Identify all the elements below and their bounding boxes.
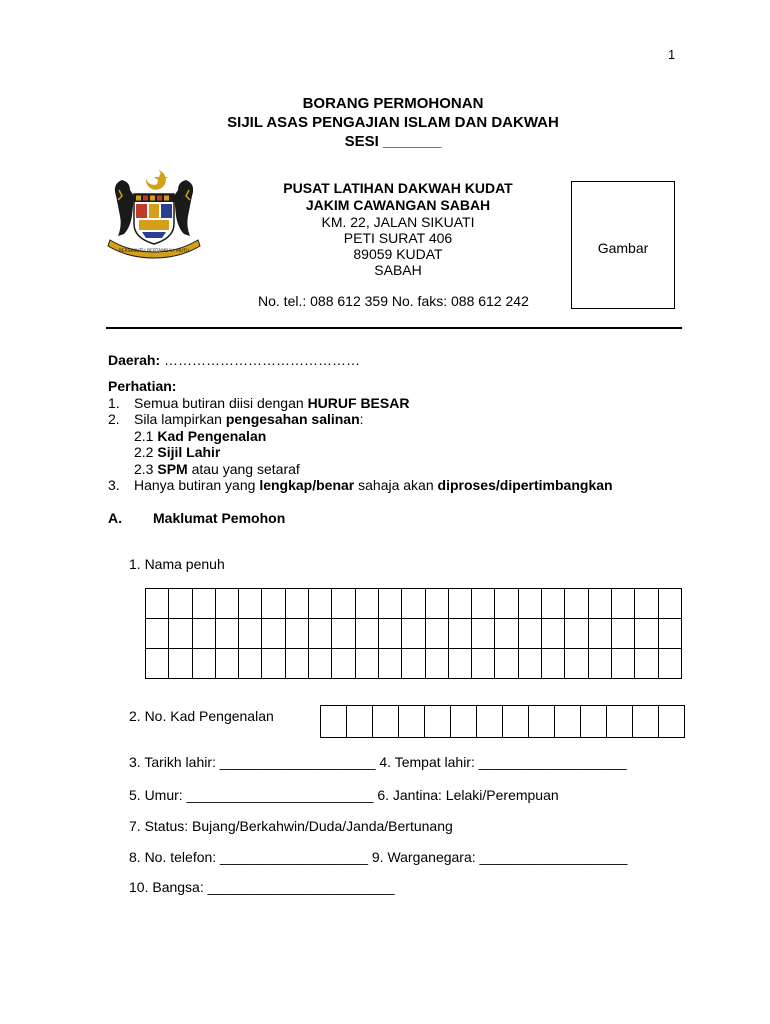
- daerah-field[interactable]: [108, 352, 360, 369]
- daerah-label: Daerah:: [108, 352, 161, 368]
- nama-char-cell[interactable]: [565, 649, 588, 679]
- nama-char-cell[interactable]: [495, 589, 518, 619]
- nama-char-cell[interactable]: [611, 589, 634, 619]
- nama-char-cell[interactable]: [332, 589, 355, 619]
- contact-info: No. tel.: 088 612 359 No. faks: 088 612 242: [258, 293, 529, 309]
- svg-text:BERSEKUTU BERTAMBAH MUTU: BERSEKUTU BERTAMBAH MUTU: [118, 249, 190, 254]
- ic-char-cell[interactable]: [607, 706, 633, 738]
- nama-char-cell[interactable]: [239, 619, 262, 649]
- instruction-item: Hanya butiran yang lengkap/benar sahaja akan diproses/dipertimbangkan: [134, 477, 613, 493]
- nama-char-cell[interactable]: [635, 589, 658, 619]
- address-line: KM. 22, JALAN SIKUATI: [321, 214, 475, 230]
- instruction-subitem: 2.1 Kad Pengenalan: [134, 428, 267, 444]
- ic-char-cell[interactable]: [529, 706, 555, 738]
- tarikh-tempat-lahir-line[interactable]: 3. Tarikh lahir: ____________________ 4. Tempat lahir: ___________________: [129, 754, 627, 770]
- nama-char-cell[interactable]: [425, 649, 448, 679]
- ic-char-cell[interactable]: [347, 706, 373, 738]
- nama-char-cell[interactable]: [542, 649, 565, 679]
- nama-char-cell[interactable]: [169, 589, 192, 619]
- nama-char-cell[interactable]: [309, 619, 332, 649]
- nama-char-cell[interactable]: [425, 619, 448, 649]
- nama-char-cell[interactable]: [611, 619, 634, 649]
- nama-char-cell[interactable]: [285, 589, 308, 619]
- instruction-num: 1.: [108, 395, 120, 411]
- nama-char-cell[interactable]: [588, 589, 611, 619]
- nama-char-cell[interactable]: [378, 589, 401, 619]
- photo-label: Gambar: [597, 240, 649, 256]
- ic-char-cell[interactable]: [555, 706, 581, 738]
- nama-char-cell[interactable]: [635, 619, 658, 649]
- nama-label: 1. Nama penuh: [129, 556, 225, 572]
- ic-char-cell[interactable]: [399, 706, 425, 738]
- nama-char-cell[interactable]: [169, 619, 192, 649]
- nama-char-cell[interactable]: [402, 589, 425, 619]
- ic-char-cell[interactable]: [425, 706, 451, 738]
- section-title: Maklumat Pemohon: [153, 510, 286, 526]
- nama-char-cell[interactable]: [402, 649, 425, 679]
- instruction-item: Sila lampirkan pengesahan salinan:: [134, 411, 364, 427]
- ic-char-cell[interactable]: [477, 706, 503, 738]
- nama-char-cell[interactable]: [192, 649, 215, 679]
- instruction-num: 3.: [108, 477, 120, 493]
- nama-char-cell[interactable]: [658, 589, 681, 619]
- form-title: BORANG PERMOHONAN: [302, 95, 484, 112]
- nama-char-cell[interactable]: [378, 649, 401, 679]
- ic-label: 2. No. Kad Pengenalan: [129, 708, 274, 724]
- telefon-warganegara-line[interactable]: 8. No. telefon: ___________________ 9. Warganegara: ___________________: [129, 849, 628, 865]
- address-line: SABAH: [374, 262, 422, 278]
- nama-char-cell[interactable]: [565, 619, 588, 649]
- nama-char-cell[interactable]: [215, 589, 238, 619]
- ic-char-cell[interactable]: [373, 706, 399, 738]
- nama-char-cell[interactable]: [355, 619, 378, 649]
- nama-char-cell[interactable]: [309, 649, 332, 679]
- instruction-subitem: 2.2 Sijil Lahir: [134, 444, 221, 460]
- nama-char-cell[interactable]: [285, 649, 308, 679]
- nama-char-cell[interactable]: [192, 619, 215, 649]
- nama-char-cell[interactable]: [565, 589, 588, 619]
- nama-char-cell[interactable]: [378, 619, 401, 649]
- nama-char-cell[interactable]: [448, 619, 471, 649]
- instruction-item: Semua butiran diisi dengan HURUF BESAR: [134, 395, 410, 411]
- nama-char-cell[interactable]: [332, 649, 355, 679]
- umur-jantina-line[interactable]: 5. Umur: ________________________ 6. Jantina: Lelaki/Perempuan: [129, 787, 559, 803]
- nama-char-cell[interactable]: [495, 649, 518, 679]
- nama-grid[interactable]: [145, 588, 682, 679]
- nama-char-cell[interactable]: [239, 649, 262, 679]
- nama-char-cell[interactable]: [588, 649, 611, 679]
- nama-char-cell[interactable]: [262, 589, 285, 619]
- nama-char-cell[interactable]: [425, 589, 448, 619]
- section-letter: A.: [108, 510, 122, 526]
- nama-char-cell[interactable]: [332, 619, 355, 649]
- nama-char-cell[interactable]: [309, 589, 332, 619]
- status-line[interactable]: 7. Status: Bujang/Berkahwin/Duda/Janda/Bertunang: [129, 818, 453, 834]
- photo-box[interactable]: [571, 181, 675, 309]
- nama-char-cell[interactable]: [472, 589, 495, 619]
- coat-of-arms-icon: [106, 166, 202, 260]
- nama-char-cell[interactable]: [542, 589, 565, 619]
- nama-char-cell[interactable]: [285, 619, 308, 649]
- nama-char-cell[interactable]: [635, 649, 658, 679]
- address-line: 89059 KUDAT: [353, 246, 443, 262]
- nama-char-cell[interactable]: [518, 589, 541, 619]
- nama-char-cell[interactable]: [262, 649, 285, 679]
- nama-char-cell[interactable]: [448, 589, 471, 619]
- bangsa-line[interactable]: 10. Bangsa: ________________________: [129, 879, 395, 895]
- ic-char-cell[interactable]: [659, 706, 685, 738]
- nama-char-cell[interactable]: [518, 649, 541, 679]
- ic-char-cell[interactable]: [581, 706, 607, 738]
- divider: [106, 327, 682, 329]
- instruction-subitem: 2.3 SPM atau yang setaraf: [134, 461, 300, 477]
- page-number: 1: [668, 47, 676, 62]
- nama-char-cell[interactable]: [262, 619, 285, 649]
- nama-char-cell[interactable]: [588, 619, 611, 649]
- institution-branch: JAKIM CAWANGAN SABAH: [305, 197, 491, 213]
- nama-char-cell[interactable]: [169, 649, 192, 679]
- address-line: PETI SURAT 406: [343, 230, 453, 246]
- perhatian-heading: Perhatian:: [108, 378, 177, 394]
- ic-char-cell[interactable]: [321, 706, 347, 738]
- nama-char-cell[interactable]: [472, 649, 495, 679]
- nama-char-cell[interactable]: [658, 619, 681, 649]
- ic-grid[interactable]: [320, 705, 685, 738]
- nama-char-cell[interactable]: [215, 619, 238, 649]
- daerah-blank: ……………………………………: [160, 352, 361, 368]
- ic-char-cell[interactable]: [503, 706, 529, 738]
- nama-char-cell[interactable]: [215, 649, 238, 679]
- nama-char-cell[interactable]: [192, 589, 215, 619]
- institution-name: PUSAT LATIHAN DAKWAH KUDAT: [283, 180, 513, 196]
- form-subtitle: SIJIL ASAS PENGAJIAN ISLAM DAN DAKWAH: [227, 114, 559, 131]
- nama-char-cell[interactable]: [658, 649, 681, 679]
- nama-char-cell[interactable]: [542, 619, 565, 649]
- instruction-num: 2.: [108, 411, 120, 427]
- form-session: SESI _______: [344, 133, 442, 150]
- nama-char-cell[interactable]: [355, 649, 378, 679]
- nama-char-cell[interactable]: [355, 589, 378, 619]
- nama-char-cell[interactable]: [146, 619, 169, 649]
- ic-char-cell[interactable]: [633, 706, 659, 738]
- nama-char-cell[interactable]: [448, 649, 471, 679]
- nama-char-cell[interactable]: [495, 619, 518, 649]
- nama-char-cell[interactable]: [146, 589, 169, 619]
- nama-char-cell[interactable]: [239, 589, 262, 619]
- nama-char-cell[interactable]: [402, 619, 425, 649]
- nama-char-cell[interactable]: [146, 649, 169, 679]
- nama-char-cell[interactable]: [611, 649, 634, 679]
- nama-char-cell[interactable]: [518, 619, 541, 649]
- ic-char-cell[interactable]: [451, 706, 477, 738]
- nama-char-cell[interactable]: [472, 619, 495, 649]
